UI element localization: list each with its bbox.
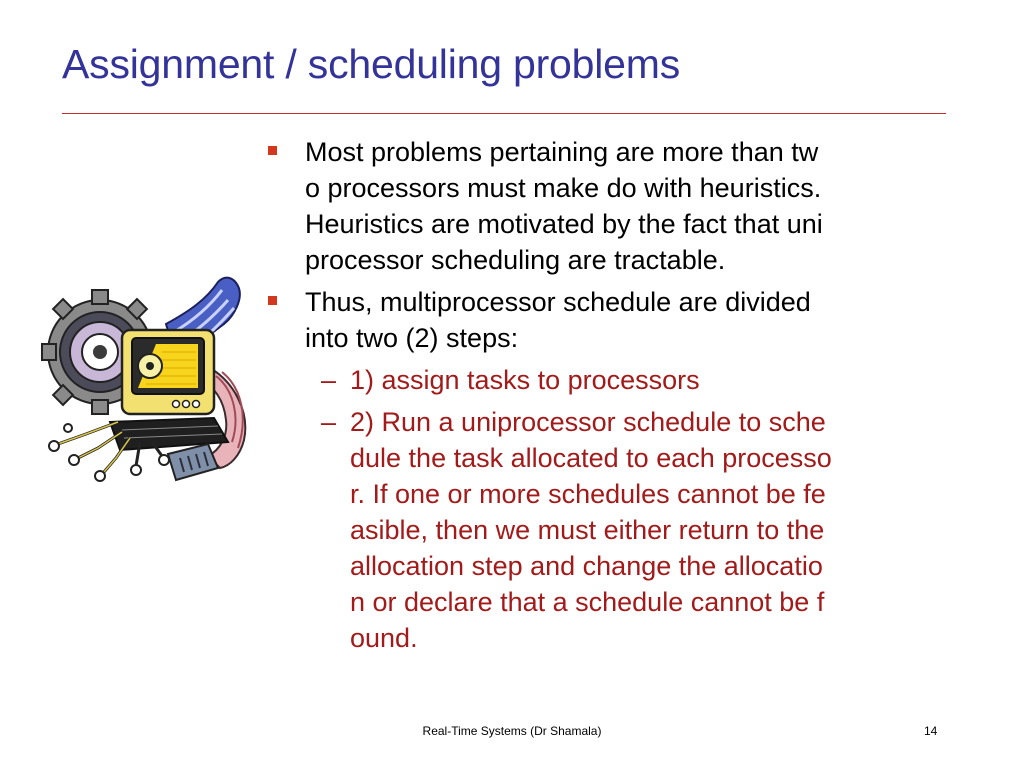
square-bullet-icon <box>268 296 277 305</box>
bullet-line: Most problems pertaining are more than tw <box>305 137 819 167</box>
sub-bullet-line: n or declare that a schedule cannot be f <box>350 587 825 617</box>
slide-body <box>268 134 968 662</box>
page-number: 14 <box>924 724 938 738</box>
bullet-line: Thus, multiprocessor schedule are divided <box>305 287 811 317</box>
sub-bullet-line: ound. <box>350 623 418 653</box>
bullet-item <box>268 134 968 278</box>
sub-bullet-line: asible, then we must either return to the <box>350 515 825 545</box>
bullet-line: o processors must make do with heuristics. <box>305 173 822 203</box>
sub-bullet-item <box>268 362 968 398</box>
dash-marker: – <box>321 407 337 437</box>
sub-bullet-item <box>268 404 968 656</box>
sub-bullet-line: dule the task allocated to each processo <box>350 443 832 473</box>
sub-bullet-line: 2) Run a uniprocessor schedule to sche <box>350 407 826 437</box>
bullet-line: processor scheduling are tractable. <box>305 245 726 275</box>
square-bullet-icon <box>268 146 277 155</box>
dash-marker: – <box>321 365 337 395</box>
bullet-item <box>268 284 968 356</box>
slide-title: Assignment / scheduling problems <box>62 41 681 87</box>
sub-bullet-line: 1) assign tasks to processors <box>350 365 700 395</box>
title-divider <box>62 113 946 114</box>
bullet-line: into two (2) steps: <box>305 323 519 353</box>
footer-text: Real-Time Systems (Dr Shamala) <box>422 724 602 738</box>
sub-bullet-line: allocation step and change the allocatio <box>350 551 823 581</box>
bullet-line: Heuristics are motivated by the fact that uni <box>305 209 823 239</box>
sub-bullet-line: r. If one or more schedules cannot be fe <box>350 479 826 509</box>
computer-gears-clipart-icon <box>38 272 270 490</box>
